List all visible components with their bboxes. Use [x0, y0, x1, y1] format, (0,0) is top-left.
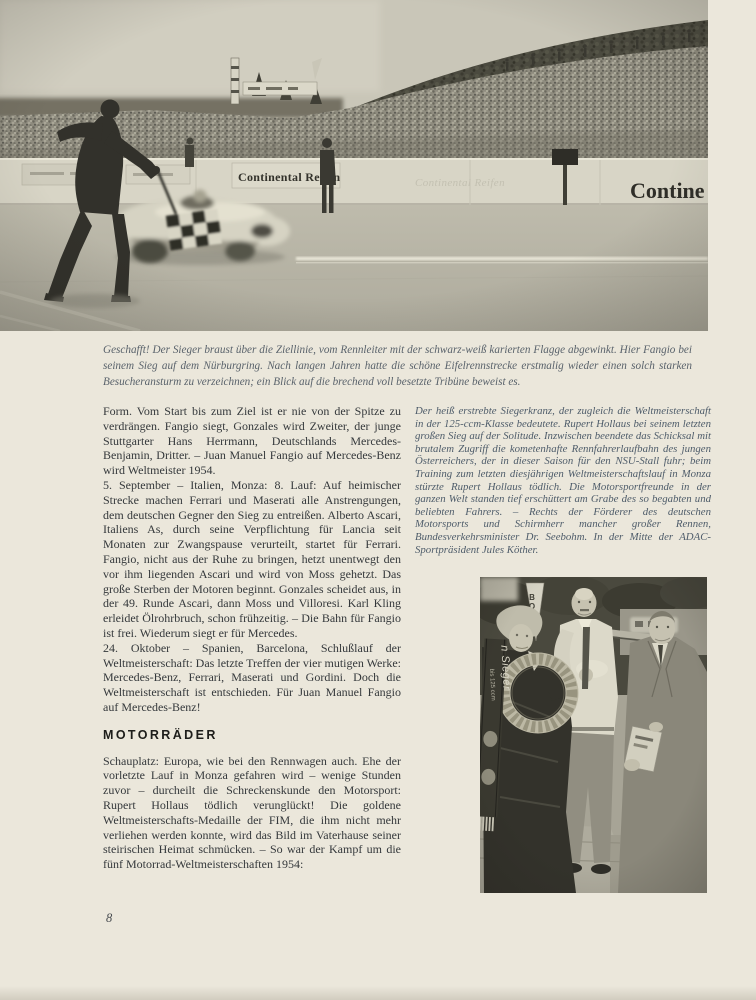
body-paragraph: Form. Vom Start bis zum Ziel ist er nie von der Spitze zu verdrängen. Fangio siegt, Gonzales wird Zweiter, der junge Stuttgarter Hans Herrmann, Deutschlands Mercedes-Benjamin, Dritter. – Juan Manuel Fangio auf Mercedes-Benz wird Weltmeister 1954.	[103, 404, 401, 478]
photo-vignette	[0, 0, 708, 331]
page-number: 8	[106, 911, 113, 925]
section-heading-motorraeder: MOTORRÄDER	[103, 727, 218, 742]
photo-vignette	[480, 577, 707, 893]
side-note: Der heiß erstrebte Siegerkranz, der zugleich die Weltmeisterschaft in der 125-ccm-Klasse bedeutete. Rupert Hollaus bei seinem letzten großen Sieg auf der Solitude. Inzwischen beendete das Schicksal mit brutalem Zugriff die kometenhafte Rennfahrerlaufbahn des jungen Österreichers, der in dieser Saison für den NSU-Stall fuhr; beim Training zum letzten diesjährigen Weltmeisterschaftslauf in Monza stürzte Rupert Hollaus tödlich. Die Motorsportfreunde in der ganzen Welt standen tief erschüttert am Grabe des so begabten und beliebten Fahrers. – Rechts der Förderer des deutschen Motorsports und Schirmherr mancher großer Rennen, Bundesverkehrsminister Dr. Seebohm. In der Mitte der ADAC-Sportpräsident Jules Köther.	[415, 405, 711, 556]
hollaus-photo-art	[480, 577, 707, 893]
right-column	[415, 405, 711, 556]
body-paragraph: 24. Oktober – Spanien, Barcelona, Schlußlauf der Weltmeisterschaft: Das letzte Treffen der vier mutigen Werke: Mercedes-Benz, Ferrari, Maserati und Gordini. Doch die Weltmeisterschaft ist entschieden. Für Juan Manuel Fangio auf Mercedes-Benz!	[103, 640, 401, 714]
hero-caption: Geschafft! Der Sieger braust über die Ziellinie, vom Rennleiter mit der schwarz-weiß karierten Flagge abgewinkt. Hier Fangio bei seinem Sieg auf dem Nürburgring. Nach langen Jahren hatte die schöne Eifelrennstrecke erstmalig wieder einen solch starken Besucheransturm zu verzeichnen; ein Blick auf die brechend voll besetzte Tribüne beweist es.	[103, 344, 692, 389]
body-paragraph: Schauplatz: Europa, wie bei den Rennwagen auch. Ehe der vorletzte Lauf in Monza gefahren wird – wenige Stunden zuvor – durcheilt die Schreckenskunde den Motorsport: Rupert Hollaus tödlich verunglückt! Die goldene Weltmeisterschafts-Medaille der FIM, die ihm nicht mehr verliehen werden konnte, wird das Bild im Vaterhause seiner steirischen Heimat schmücken. – So war der Kampf um die fünf Motorrad-Weltmeisterschaften 1954:	[103, 753, 401, 872]
inset-photo-hollaus	[480, 577, 707, 893]
left-column	[103, 404, 401, 872]
body-paragraph: 5. September – Italien, Monza: 8. Lauf: Auf heimischer Strecke machen Ferrari und Maserati alle Anstrengungen, dem deutschen Gegner den Sieg zu entreißen. Alberto Ascari, Italiens As, durch seine Verpflichtung für Lancia seit Monaten zur Zwangspause verurteilt, startet für Ferrari. Fangio, nicht aus der Ruhe zu bringen, hetzt unentwegt den vor ihm liegenden Ascari und wird von Moss gehetzt. Das große Sterben der Motoren beginnt. Gonzales scheidet aus, in der 49. Runde Ascari, dann Moss und Villoresi. Karl Kling erleidet Ölrohrbruch, schon frühzeitig. – Die Bahn für Fangio ist frei. Wiederum siegt er für Mercedes.	[103, 477, 401, 640]
hero-photo-finish-line	[0, 0, 708, 331]
finish-line-photo-art	[0, 0, 708, 331]
